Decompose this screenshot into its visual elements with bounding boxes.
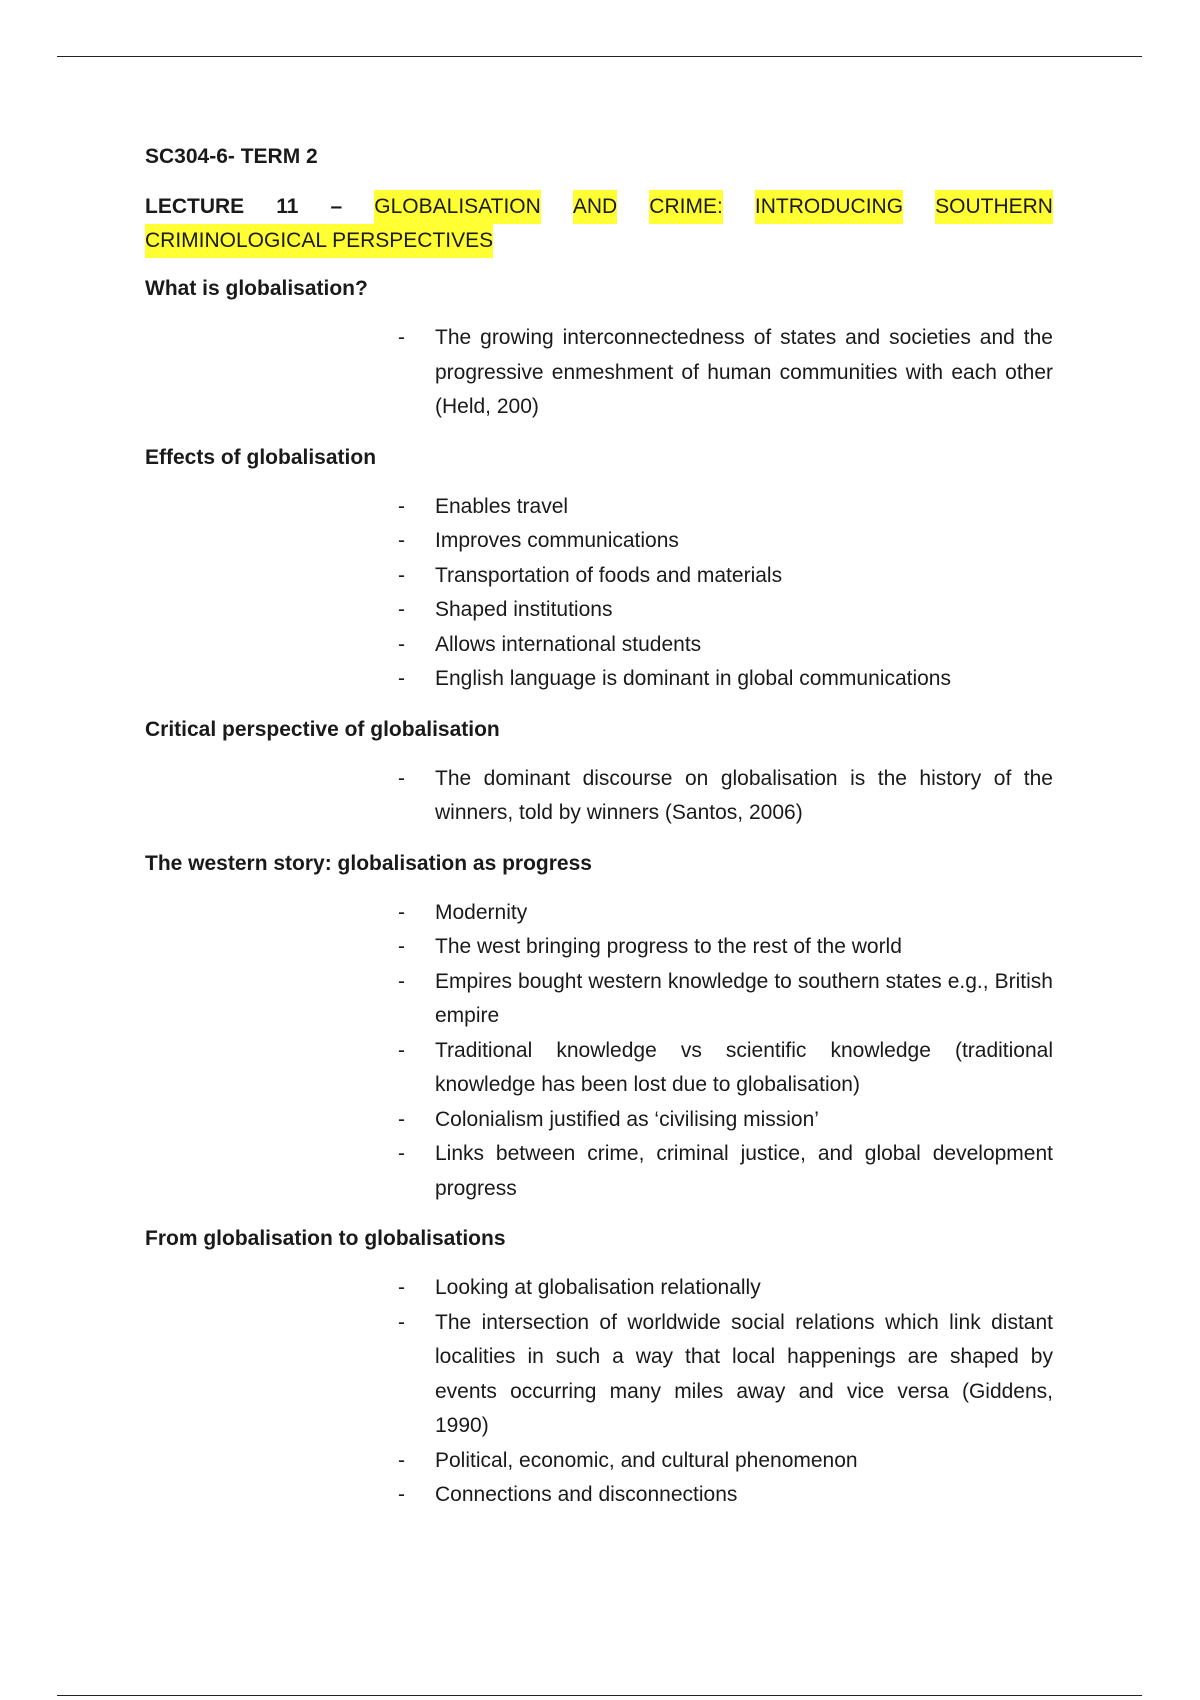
list-item: - Political, economic, and cultural phenomenon [398,1444,1053,1479]
lecture-title-word: INTRODUCING [755,190,903,224]
lecture-dash: – [330,195,343,218]
bullet-list [145,490,1053,697]
list-item: - English language is dominant in global communications [398,662,1053,697]
list-item: - Allows international students [398,628,1053,663]
bullet-list [145,762,1053,831]
page-top-rule [57,56,1142,57]
page-bottom-rule [57,1695,1142,1696]
section-heading: What is globalisation? [145,277,368,300]
lecture-title-line-2: CRIMINOLOGICAL PERSPECTIVES [145,224,493,258]
bullet-list [145,321,1053,425]
lecture-title-line-1 [145,190,1053,224]
list-item: - Enables travel [398,490,1053,525]
list-item: - Connections and disconnections [398,1478,1053,1513]
list-item: - Transportation of foods and materials [398,559,1053,594]
section-heading: The western story: globalisation as progress [145,851,592,875]
lecture-title-word: SOUTHERN [935,190,1053,224]
sections-container [145,272,1053,1513]
lecture-title-word: GLOBALISATION [374,190,541,224]
course-code: SC304-6- TERM 2 [145,145,318,168]
list-item: - Improves communications [398,524,1053,559]
list-item: - The intersection of worldwide social relations which link distant localities in such a way that local happenings are shaped by events occurring many miles away and vice versa (Giddens, 1990) [398,1306,1053,1444]
list-item: - Links between crime, criminal justice, and global development progress [398,1137,1053,1206]
section-heading: From globalisation to globalisations [145,1227,506,1250]
section-heading: Effects of globalisation [145,445,377,469]
list-item: - Shaped institutions [398,593,1053,628]
lecture-number: 11 [276,195,299,218]
list-item: - Looking at globalisation relationally [398,1271,1053,1306]
bullet-list [145,1271,1053,1513]
lecture-title-word: AND [573,190,617,224]
list-item: - The west bringing progress to the rest of the world [398,930,1053,965]
list-item: - The dominant discourse on globalisation is the history of the winners, told by winners (Santos, 2006) [398,762,1053,831]
lecture-label: LECTURE [145,195,245,218]
document-body [145,140,1053,1529]
list-item: - Modernity [398,896,1053,931]
lecture-title [145,190,1053,258]
list-item: - Colonialism justified as ‘civilising mission’ [398,1103,1053,1138]
bullet-list [145,896,1053,1207]
lecture-title-word: CRIME: [649,190,723,224]
list-item: - Traditional knowledge vs scientific knowledge (traditional knowledge has been lost due to globalisation) [398,1034,1053,1103]
section-heading: Critical perspective of globalisation [145,717,500,741]
list-item: - Empires bought western knowledge to southern states e.g., British empire [398,965,1053,1034]
list-item: - The growing interconnectedness of states and societies and the progressive enmeshment of human communities with each other (Held, 200) [398,321,1053,425]
